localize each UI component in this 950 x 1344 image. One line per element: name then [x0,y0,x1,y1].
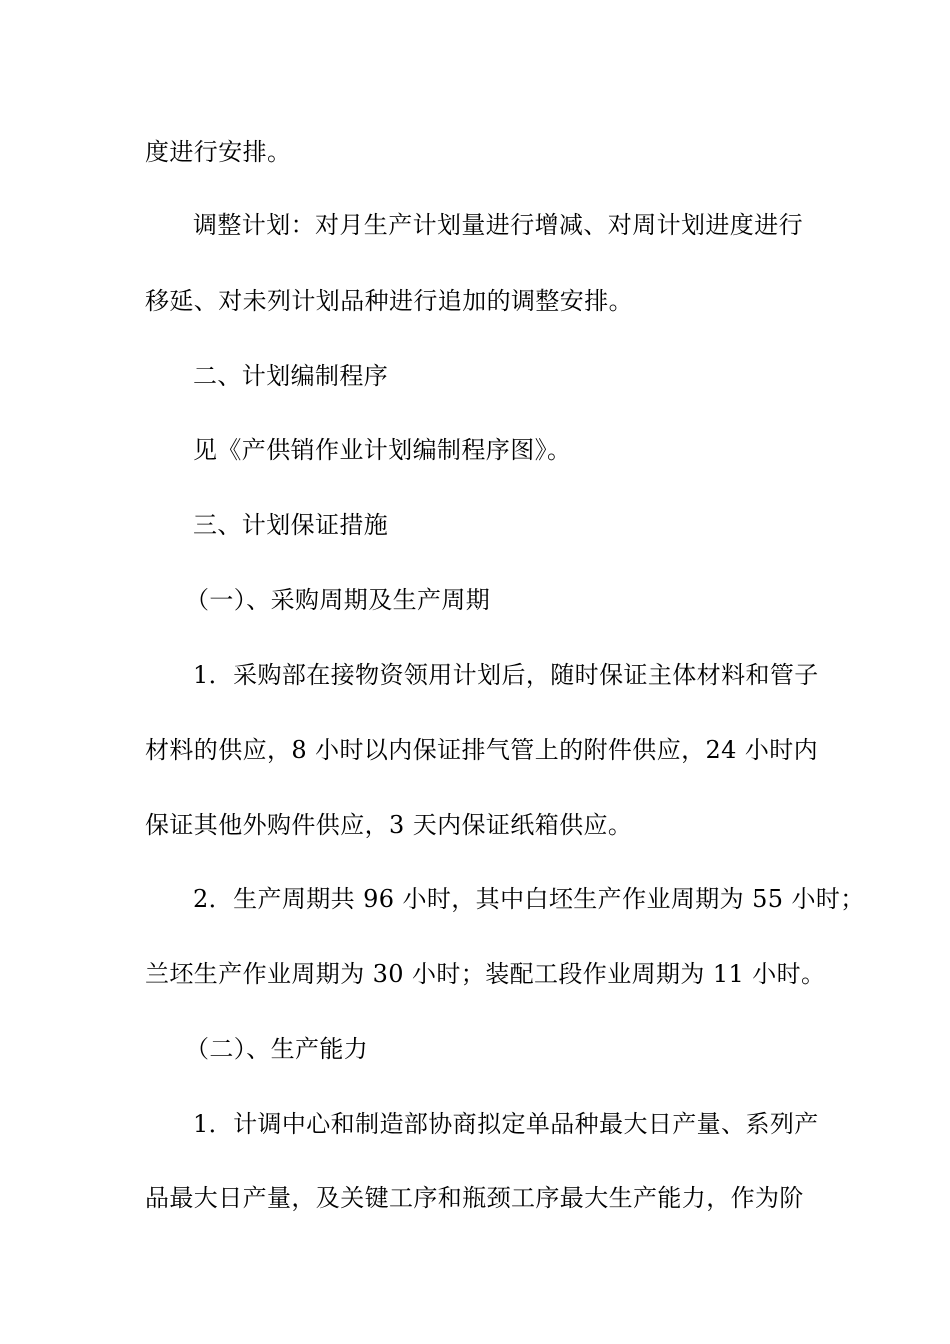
paragraph-capacity-item-1: 1．计调中心和制造部协商拟定单品种最大日产量、系列产 [193,1110,819,1138]
paragraph-adjust-plan: 调整计划：对月生产计划量进行增减、对周计划进度进行 [193,211,803,239]
subheading-capacity: （二）、生产能力 [185,1035,369,1063]
paragraph-item-1-cont-1: 材料的供应，8 小时以内保证排气管上的附件供应，24 小时内 [145,736,819,764]
heading-section-2: 二、计划编制程序 [193,362,389,390]
paragraph-item-1: 1．采购部在接物资领用计划后，随时保证主体材料和管子 [193,661,819,689]
paragraph-item-2-cont: 兰坯生产作业周期为 30 小时；装配工段作业周期为 11 小时。 [145,960,826,988]
paragraph-item-2: 2．生产周期共 96 小时，其中白坯生产作业周期为 55 小时； [193,885,865,913]
paragraph-capacity-item-1-cont: 品最大日产量，及关键工序和瓶颈工序最大生产能力，作为阶 [145,1184,804,1212]
paragraph-continuation: 度进行安排。 [145,138,292,166]
paragraph-see-chart: 见《产供销作业计划编制程序图》。 [193,436,572,464]
heading-section-3: 三、计划保证措施 [193,511,389,539]
paragraph-adjust-plan-cont: 移延、对未列计划品种进行追加的调整安排。 [145,287,633,315]
paragraph-item-1-cont-2: 保证其他外购件供应，3 天内保证纸箱供应。 [145,811,633,839]
subheading-procurement-cycle: （一）、采购周期及生产周期 [185,586,491,614]
